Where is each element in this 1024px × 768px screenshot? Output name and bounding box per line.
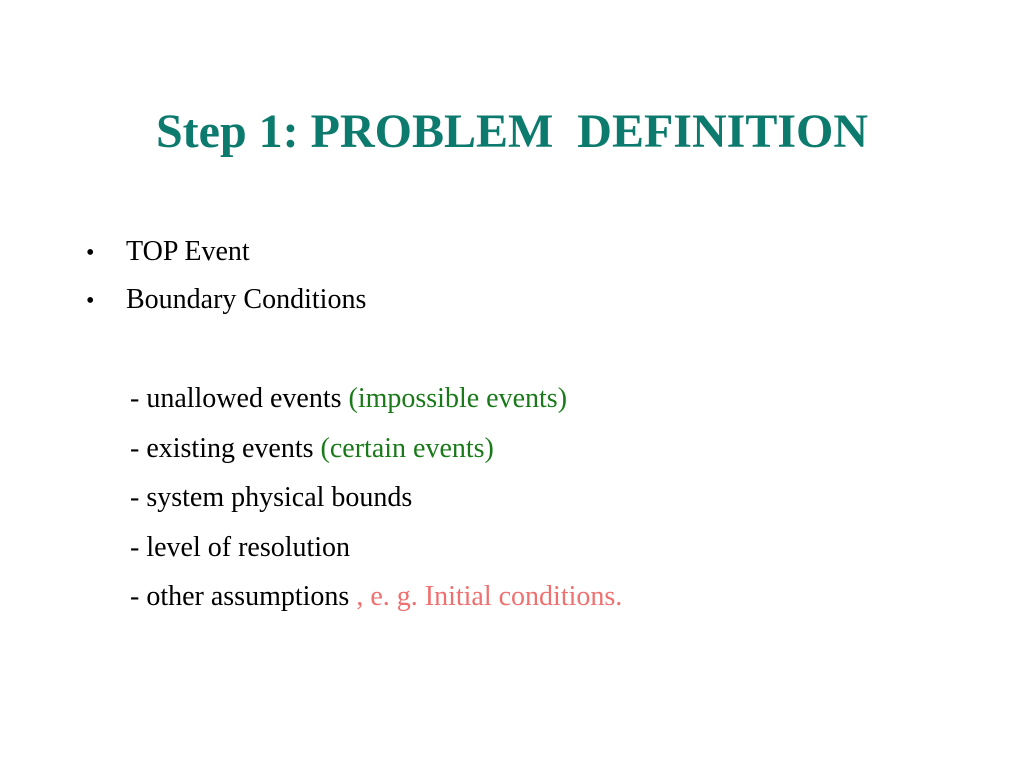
bullet-list [86,228,366,324]
bullet-item-top-event [86,228,366,276]
subitem-note: (impossible events) [348,383,568,414]
subitem-unallowed-events [130,374,622,424]
bullet-text: TOP Event [126,236,250,267]
subitem-note: (certain events) [320,432,494,464]
subitem-text: - level of resolution [130,531,351,563]
slide-title: Step 1: PROBLEM DEFINITION [155,105,869,158]
bullet-text: Boundary Conditions [126,284,367,315]
bullet-marker: • [86,240,95,266]
subitem-other-assumptions [130,572,622,622]
subitem-text: - system physical bounds [130,482,413,513]
subitem-text: - other assumptions [130,581,357,612]
subitem-existing-events [130,424,622,474]
subitem-text: - unallowed events [130,383,349,414]
subitem-level-of-resolution [130,523,622,573]
bullet-item-boundary-conditions [86,276,366,324]
bullet-marker: • [86,288,95,314]
subitem-note: , e. g. Initial conditions. [356,581,623,612]
subitem-system-physical-bounds [130,473,622,523]
subitem-text: - existing events [130,432,321,464]
boundary-conditions-list [130,374,622,622]
